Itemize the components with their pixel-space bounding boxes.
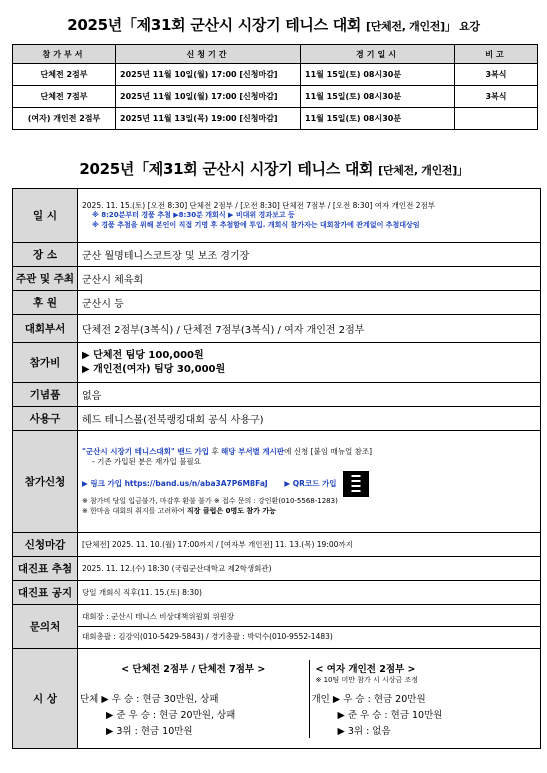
label-host: 주관 및 주최 (13, 267, 78, 291)
contact-chair: 대회장 : 군산시 테니스 비상대책위원회 위원장 (78, 607, 540, 627)
qr-code-icon (343, 471, 369, 497)
row-ball (13, 407, 541, 431)
section-title (0, 158, 547, 179)
label-gift: 기념품 (13, 383, 78, 407)
label-venue: 장 소 (13, 243, 78, 267)
row-draw (13, 557, 541, 581)
title-main: 2025년「제31회 군산시 시장기 테니스 대회 (67, 16, 362, 34)
label-divisions: 대회부서 (13, 315, 78, 343)
fee-individual: ▶ 개인전(여자) 팀당 30,000원 (82, 363, 226, 375)
band-link[interactable]: ▶ 링크 가입 https://band.us/n/aba3A7P6M8FaJ (82, 479, 268, 489)
date-cell: 11월 15일(토) 08시30분 (301, 86, 455, 108)
table-row (13, 64, 538, 86)
note-cell: 3복식 (455, 64, 538, 86)
table-row (13, 86, 538, 108)
title-sub: [단체전, 개인전]」 요강 (366, 20, 480, 33)
info-table (12, 188, 541, 749)
prize-ind-first: 개인 ▶ 우 승 : 현금 20만원 (311, 693, 426, 705)
row-contact (13, 605, 541, 649)
label-publish: 대진표 공지 (13, 581, 78, 605)
apply-note-strong: 직장 클럽은 0명도 참가 가능 (186, 506, 276, 515)
col-note: 비고 (455, 45, 538, 64)
schedule-header-row (13, 45, 538, 64)
apply-text: 에 신청 [붙임 매뉴얼 참조] (284, 446, 372, 456)
qr-label: ▶ QR코드 가입 (284, 479, 337, 489)
value-apply (78, 431, 541, 533)
prize-team-first: 단체 ▶ 우 승 : 현금 30만원, 상패 (78, 690, 309, 706)
apply-text: 후 (211, 446, 219, 456)
label-ball: 사용구 (13, 407, 78, 431)
value-date (78, 189, 541, 243)
value-publish: 당일 개회식 직후(11. 15.(토) 8:30) (78, 581, 541, 605)
label-fee: 참가비 (13, 343, 78, 383)
row-divisions (13, 315, 541, 343)
col-period: 신청기간 (116, 45, 301, 64)
row-gift (13, 383, 541, 407)
prize-ind-note: ※ 10팀 미만 참가 시 시상금 조정 (315, 675, 419, 684)
title-main: 2025년「제31회 군산시 시장기 테니스 대회 (79, 160, 374, 178)
prize-team-title: < 단체전 2점부 / 단체전 7점부 > (78, 660, 309, 690)
value-gift: 없음 (78, 383, 541, 407)
row-sponsor (13, 291, 541, 315)
page-title (0, 14, 547, 35)
note-cell (455, 108, 538, 130)
division-cell: 단체전 7점부 (13, 86, 116, 108)
contact-staff: 대회총괄 : 김강익(010-5429-5843) / 경기총괄 : 박덕수(010-9552-1483) (82, 632, 333, 641)
schedule-table (12, 44, 538, 130)
value-draw: 2025. 11. 12.(수) 18:30 (국립군산대학교 제2학생회관) (78, 557, 541, 581)
row-venue (13, 243, 541, 267)
date-line: 2025. 11. 15.(토) [오전 8:30] 단체전 2점부 / [오전 8:30] 단체전 7점부 / [오전 8:30] 여자 개인전 2점부 (82, 201, 436, 210)
value-venue: 군산 월명테니스코트장 및 보조 경기장 (78, 243, 541, 267)
value-divisions: 단체전 2점부(3복식) / 단체전 7점부(3복식) / 여자 개인전 2점부 (78, 315, 541, 343)
apply-note: ※ 한마음 대회의 취지를 고려하여 (82, 506, 185, 515)
prize-ind-third: ▶ 3위 : 없음 (337, 725, 391, 737)
label-contact: 문의처 (13, 605, 78, 649)
value-sponsor: 군산시 등 (78, 291, 541, 315)
label-deadline: 신청마감 (13, 533, 78, 557)
apply-note: ※ 참가비 당일 입금불가, 마감후 환불 불가 ※ 접수 문의 : 강인환(010-5568-1283) (82, 497, 338, 506)
value-ball: 헤드 테니스볼(전북랭킹대회 공식 사용구) (78, 407, 541, 431)
division-cell: (여자) 개인전 2점부 (13, 108, 116, 130)
period-cell: 2025년 11월 10일(월) 17:00 [신청마감] (116, 86, 301, 108)
prize-table (78, 660, 540, 738)
board-text: 해당 부서별 게시판 (220, 446, 285, 456)
label-prize: 시 상 (13, 649, 78, 749)
period-cell: 2025년 11월 10일(월) 17:00 [신청마감] (116, 64, 301, 86)
row-prize (13, 649, 541, 749)
value-contact (78, 605, 541, 649)
label-sponsor: 후 원 (13, 291, 78, 315)
division-cell: 단체전 2점부 (13, 64, 116, 86)
value-host: 군산시 체육회 (78, 267, 541, 291)
row-fee (13, 343, 541, 383)
label-draw: 대진표 추첨 (13, 557, 78, 581)
col-division: 참가부서 (13, 45, 116, 64)
row-apply (13, 431, 541, 533)
date-note: ※ 경품 추첨을 위해 본인이 직접 기명 후 추첨함에 투입. 개회식 참가자는 대회참가에 관계없이 추첨대상임 (92, 220, 420, 229)
prize-team-second: ▶ 준 우 승 : 현금 20만원, 상패 (78, 706, 309, 722)
row-host (13, 267, 541, 291)
period-cell: 2025년 11월 13일(목) 19:00 [신청마감] (116, 108, 301, 130)
fee-team: ▶ 단체전 팀당 100,000원 (82, 350, 204, 361)
date-cell: 11월 15일(토) 08시30분 (301, 64, 455, 86)
prize-ind-head (309, 660, 540, 690)
label-apply: 참가신청 (13, 431, 78, 533)
value-deadline: [단체전] 2025. 11. 10.(월) 17:00까지 / [여자부 개인전] 11. 13.(목) 19:00까지 (78, 533, 541, 557)
row-publish (13, 581, 541, 605)
row-date (13, 189, 541, 243)
date-cell: 11월 15일(토) 08시30분 (301, 108, 455, 130)
value-fee (78, 343, 541, 383)
prize-ind-title: < 여자 개인전 2점부 > (315, 663, 416, 675)
date-note: ※ 8:20분부터 경품 추첨 ▶8:30분 개회식 ▶ 비대위 경과보고 등 (92, 211, 295, 220)
title-sub: [단체전, 개인전]」 (378, 164, 468, 177)
row-deadline (13, 533, 541, 557)
prize-team-third: ▶ 3위 : 현금 10만원 (78, 722, 309, 738)
prize-ind-second: ▶ 준 우 승 : 현금 10만원 (337, 709, 443, 721)
note-cell: 3복식 (455, 86, 538, 108)
value-prize (78, 649, 541, 749)
table-row (13, 108, 538, 130)
col-date: 경기일시 (301, 45, 455, 64)
label-date: 일 시 (13, 189, 78, 243)
apply-text: - 기존 가입된 분은 재가입 불필요 (92, 457, 201, 467)
band-join-text: "군산시 시장기 테니스대회" 밴드 가입 (82, 446, 209, 456)
